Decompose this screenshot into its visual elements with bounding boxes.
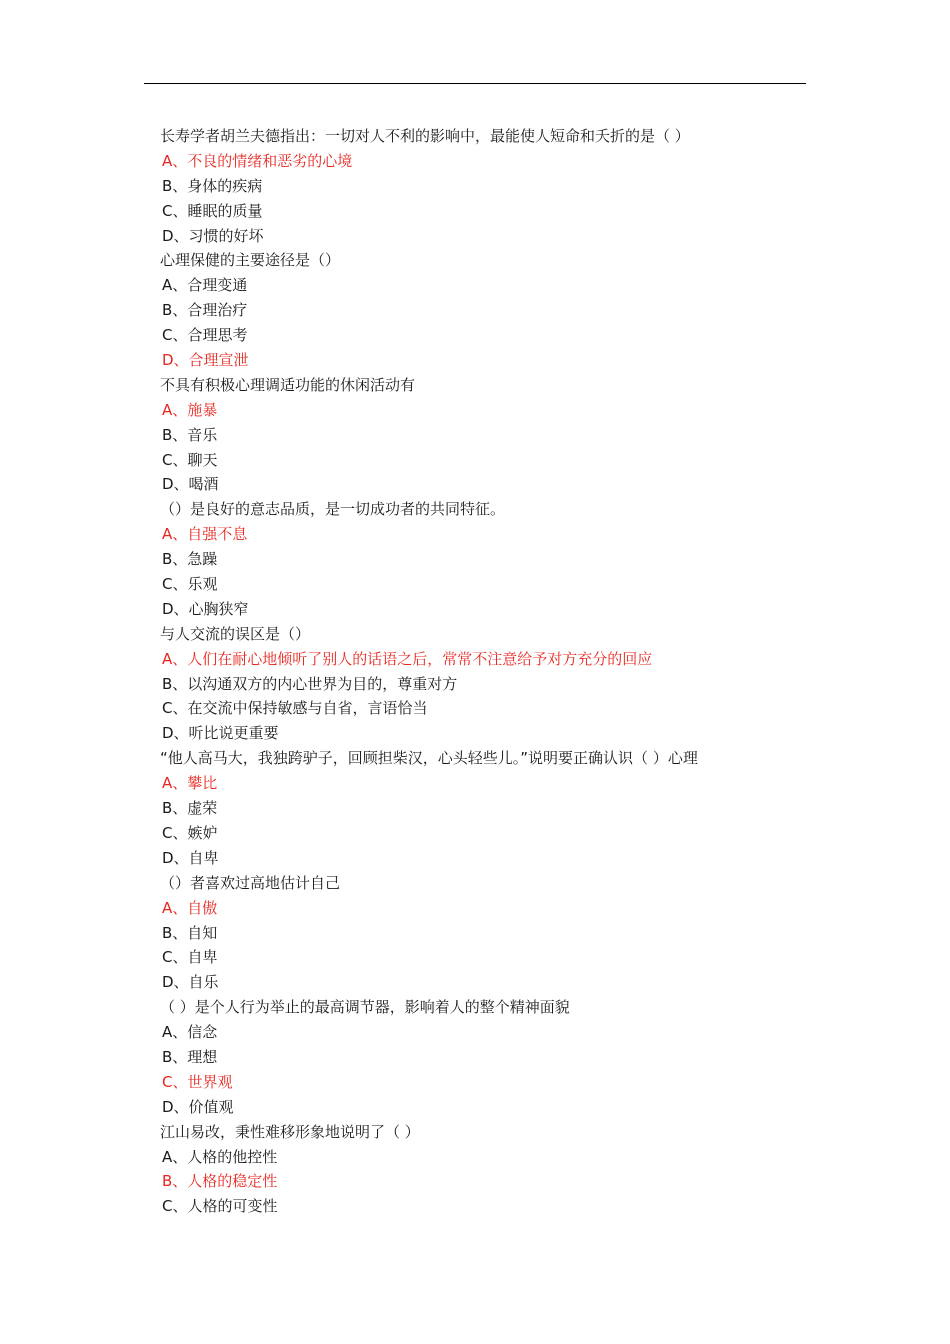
answer-option: B、急躁	[162, 550, 218, 569]
question-stem: 与人交流的误区是（）	[160, 624, 311, 643]
question-stem: （ ）是个人行为举止的最高调节器，影响着人的整个精神面貌	[160, 998, 570, 1017]
answer-option: D、价值观	[162, 1097, 234, 1116]
answer-option-correct: A、自强不息	[162, 525, 248, 544]
answer-option: D、听比说更重要	[162, 724, 279, 743]
answer-option: D、喝酒	[162, 475, 219, 494]
question-stem: “他人高马大，我独跨驴子，回顾担柴汉，心头轻些儿。”说明要正确认识（ ）心理	[160, 749, 698, 768]
question-block	[160, 124, 820, 248]
answer-option: D、自乐	[162, 973, 219, 992]
answer-option: C、乐观	[162, 575, 218, 594]
answer-option: D、习惯的好坏	[162, 226, 264, 245]
answer-option: A、信念	[162, 1023, 218, 1042]
question-stem: （）者喜欢过高地估计自己	[160, 873, 341, 892]
question-stem: （）是良好的意志品质，是一切成功者的共同特征。	[160, 500, 506, 519]
question-stem: 心理保健的主要途径是（）	[160, 251, 341, 270]
answer-option: B、理想	[162, 1047, 218, 1066]
answer-option-correct: A、攀比	[162, 774, 218, 793]
answer-option: C、在交流中保持敏感与自省，言语恰当	[162, 699, 428, 718]
answer-option-correct: D、合理宣泄	[162, 351, 249, 370]
question-stem: 不具有积极心理调适功能的休闲活动有	[160, 375, 416, 394]
answer-option-correct: C、世界观	[162, 1072, 233, 1091]
answer-option-correct: A、人们在耐心地倾听了别人的话语之后，常常不注意给予对方充分的回应	[162, 649, 653, 668]
answer-option-correct: A、自傲	[162, 898, 218, 917]
answer-option: B、合理治疗	[162, 301, 248, 320]
answer-option: D、心胸狭窄	[162, 599, 249, 618]
answer-option: A、合理变通	[162, 276, 248, 295]
answer-option-correct: A、不良的情绪和恶劣的心境	[162, 151, 353, 170]
answer-option: A、人格的他控性	[162, 1147, 278, 1166]
answer-option: B、以沟通双方的内心世界为目的，尊重对方	[162, 674, 458, 693]
question-block	[160, 1120, 820, 1220]
answer-option: B、虚荣	[162, 799, 218, 818]
answer-option-correct: A、施暴	[162, 400, 218, 419]
answer-option: C、人格的可变性	[162, 1197, 278, 1216]
answer-option-correct: B、人格的稳定性	[162, 1172, 278, 1191]
question-block	[160, 871, 820, 995]
question-block	[160, 995, 820, 1119]
answer-option: D、自卑	[162, 848, 219, 867]
question-block	[160, 746, 820, 870]
answer-option: B、身体的疾病	[162, 176, 263, 195]
answer-option: C、聊天	[162, 450, 218, 469]
answer-option: C、嫉妒	[162, 823, 218, 842]
answer-option: B、音乐	[162, 425, 218, 444]
question-block	[160, 248, 820, 372]
question-list	[160, 124, 820, 1219]
answer-option: C、合理思考	[162, 326, 248, 345]
question-stem: 江山易改，秉性难移形象地说明了（ ）	[160, 1122, 420, 1141]
answer-option: C、自卑	[162, 948, 218, 967]
question-block	[160, 373, 820, 497]
header-rule	[144, 83, 806, 84]
question-block	[160, 497, 820, 621]
answer-option: C、睡眠的质量	[162, 201, 263, 220]
answer-option: B、自知	[162, 923, 218, 942]
question-stem: 长寿学者胡兰夫德指出：一切对人不利的影响中，最能使人短命和夭折的是（ ）	[160, 127, 690, 145]
question-block	[160, 622, 820, 746]
